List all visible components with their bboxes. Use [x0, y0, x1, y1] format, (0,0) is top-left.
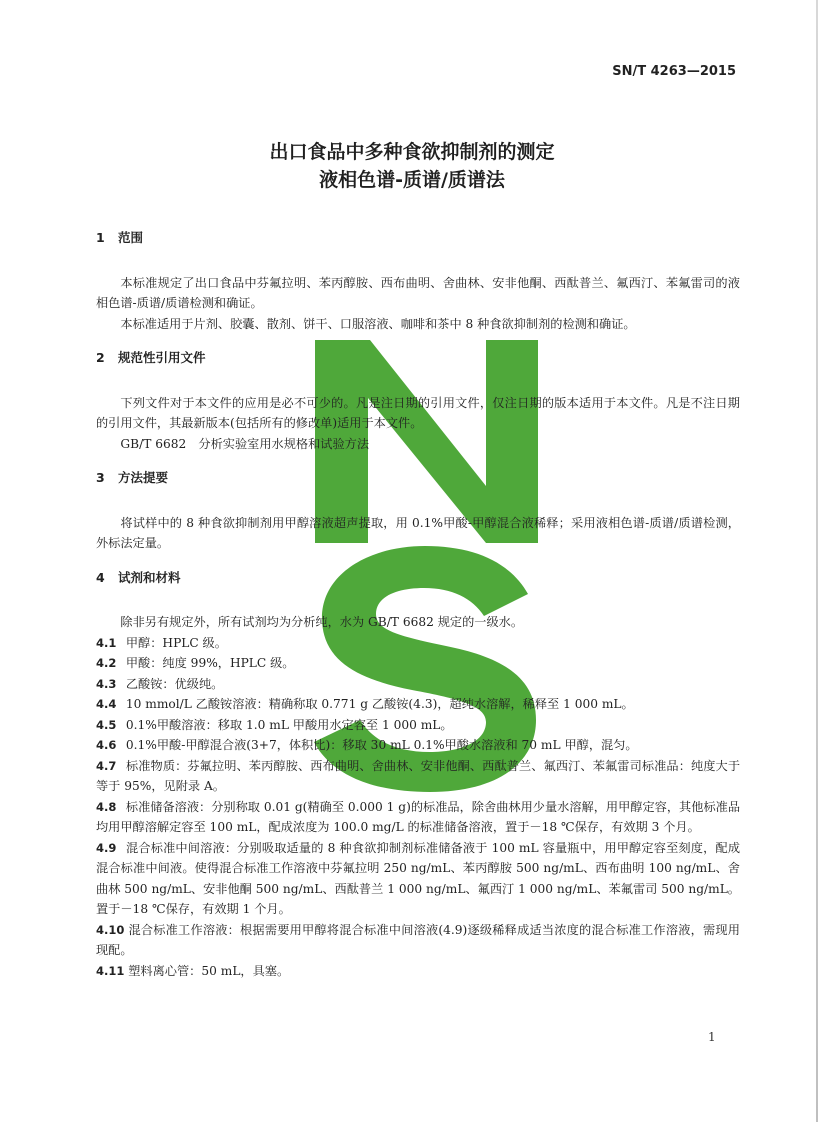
section-title: 规范性引用文件: [118, 350, 206, 365]
item-text: 乙酸铵：优级纯。: [125, 676, 224, 691]
item-text: 甲醇：HPLC 级。: [125, 635, 227, 650]
section-title: 试剂和材料: [118, 569, 181, 585]
list-item: [96, 961, 740, 982]
reference-item: GB/T 6682 分析实验室用水规格和试验方法: [120, 436, 370, 451]
section-number: 4: [96, 569, 105, 585]
paragraph: 本标准规定了出口食品中芬氟拉明、苯丙醇胺、西布曲明、舍曲林、安非他酮、西酞普兰、氟西汀、苯氟雷司的液相色谱-质谱/质谱检测和确证。: [96, 275, 740, 310]
item-number: 4.1: [96, 635, 117, 650]
title-line-1: 出口食品中多种食欲抑制剂的测定: [269, 141, 555, 163]
item-text: 0.1%甲酸-甲醇混合液(3+7，体积比)：移取 30 mL 0.1%甲酸水溶液和 70 mL 甲醇，混匀。: [125, 738, 638, 752]
section-heading-scope: [96, 228, 740, 249]
item-text: 标准储备溶液：分别称取 0.01 g(精确至 0.000 1 g)的标准品，除舍曲林用少量水溶解，用甲醇定容，其他标准品均用甲醇溶解定容至 100 mL，配成浓度为 100.0 mg/L 的标准储备溶液，置于－18 ℃保存，有效期 3 个月。: [96, 799, 741, 834]
list-item: [96, 653, 740, 674]
item-number: 4.2: [96, 656, 117, 670]
item-number: 4.8: [96, 799, 117, 814]
list-item: [96, 735, 740, 756]
section-title: 范围: [118, 230, 144, 245]
item-text: 0.1%甲酸溶液：移取 1.0 mL 甲酸用水定容至 1 000 mL。: [125, 717, 453, 732]
section-heading-method-summary: [96, 468, 740, 489]
item-text: 混合标准中间溶液：分别吸取适量的 8 种食欲抑制剂标准储备液于 100 mL 容量瓶中，用甲醇定容至刻度，配成混合标准中间液。使得混合标准工作溶液中芬氟拉明 250 ng/mL、苯丙醇胺 500 ng/mL、西布曲明 100 ng/mL、舍曲林 500 ng/mL、安非他酮 500 ng/mL、西酞普兰 1 000 ng/mL、氟西汀 1 000 ng/mL、苯氟雷司 500 ng/mL。置于－18 ℃保存，有效期 1 个月。: [96, 840, 741, 916]
item-text: 塑料离心管：50 mL，具塞。: [128, 963, 290, 978]
title-line-2: 液相色谱-质谱/质谱法: [319, 169, 505, 191]
section-heading-reagents: [96, 568, 740, 589]
document-body: [96, 228, 740, 981]
list-item: [96, 715, 740, 736]
list-item: [96, 797, 740, 838]
item-number: 4.9: [96, 840, 117, 855]
item-number: 4.6: [96, 738, 117, 752]
item-number: 4.4: [96, 697, 117, 711]
item-number: 4.5: [96, 717, 117, 732]
item-number: 4.3: [96, 676, 117, 691]
section-number: 2: [96, 350, 105, 365]
item-number: 4.10: [96, 922, 125, 937]
list-item: [96, 920, 740, 961]
item-text: 10 mmol/L 乙酸铵溶液：精确称取 0.771 g 乙酸铵(4.3)，超纯水溶解，稀释至 1 000 mL。: [125, 697, 634, 711]
page-number: 1: [708, 1030, 716, 1044]
item-text: 甲酸：纯度 99%，HPLC 级。: [125, 656, 295, 670]
document-title: [0, 138, 824, 194]
section-heading-normative-references: [96, 348, 740, 369]
paragraph: 下列文件对于本文件的应用是必不可少的。凡是注日期的引用文件，仅注日期的版本适用于本文件。凡是不注日期的引用文件，其最新版本(包括所有的修改单)适用于本文件。: [96, 395, 740, 430]
paragraph: 将试样中的 8 种食欲抑制剂用甲醇溶液超声提取，用 0.1%甲酸-甲醇混合液稀释；采用液相色谱-质谱/质谱检测，外标法定量。: [96, 515, 740, 550]
item-number: 4.11: [96, 963, 125, 978]
section-title: 方法提要: [118, 470, 169, 485]
section-number: 1: [96, 230, 105, 245]
paragraph: 本标准适用于片剂、胶囊、散剂、饼干、口服溶液、咖啡和茶中 8 种食欲抑制剂的检测和确证。: [120, 316, 636, 331]
list-item: [96, 633, 740, 654]
section-number: 3: [96, 470, 105, 485]
item-text: 混合标准工作溶液：根据需要用甲醇将混合标准中间溶液(4.9)逐级稀释成适当浓度的混合标准工作溶液，需现用现配。: [96, 922, 740, 957]
list-item: [96, 674, 740, 695]
paragraph: 除非另有规定外，所有试剂均为分析纯，水为 GB/T 6682 规定的一级水。: [120, 615, 524, 629]
list-item: [96, 756, 740, 797]
list-item: [96, 838, 740, 920]
list-item: [96, 694, 740, 715]
standard-code: SN/T 4263—2015: [612, 64, 736, 79]
item-text: 标准物质：芬氟拉明、苯丙醇胺、西布曲明、舍曲林、安非他酮、西酞普兰、氟西汀、苯氟雷司标准品：纯度大于等于 95%，见附录 A。: [96, 758, 741, 793]
item-number: 4.7: [96, 758, 117, 773]
